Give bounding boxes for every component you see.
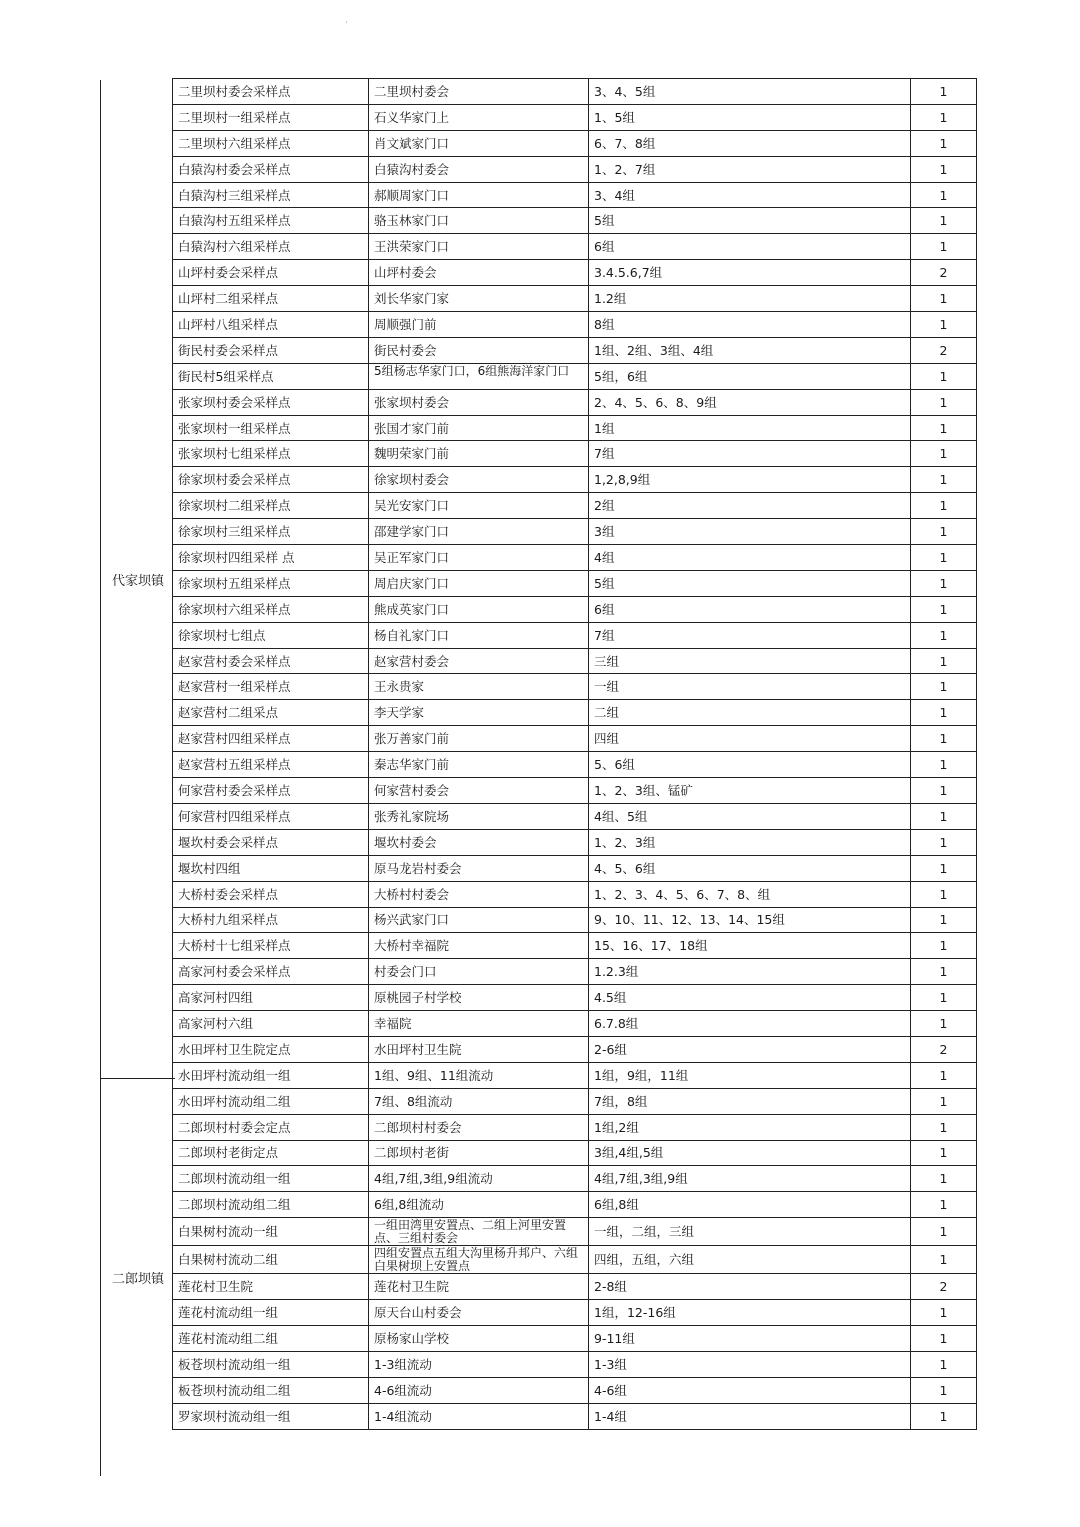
table-row <box>173 337 977 363</box>
table-row <box>173 182 977 208</box>
table-row <box>173 829 977 855</box>
covered-groups: 3、4组 <box>589 182 911 208</box>
sampling-location: 原天台山村委会 <box>369 1300 589 1326</box>
table-row <box>173 1114 977 1140</box>
sampling-location: 4组,7组,3组,9组流动 <box>369 1166 589 1192</box>
covered-groups: 5、6组 <box>589 752 911 778</box>
sampling-point-name: 徐家坝村六组采样点 <box>173 596 369 622</box>
covered-groups: 四组 <box>589 726 911 752</box>
covered-groups: 1、2、3组、锰矿 <box>589 778 911 804</box>
section-town-daijiaba <box>100 80 175 1078</box>
covered-groups: 1-4组 <box>589 1403 911 1429</box>
sampling-location: 1-4组流动 <box>369 1403 589 1429</box>
table-row <box>173 1300 977 1326</box>
covered-groups: 四组，五组，六组 <box>589 1246 911 1274</box>
sampling-location: 邵建学家门口 <box>369 519 589 545</box>
sampling-point-name: 二里坝村一组采样点 <box>173 104 369 130</box>
station-count: 1 <box>911 674 977 700</box>
table-row <box>173 933 977 959</box>
table-row <box>173 286 977 312</box>
station-count: 1 <box>911 389 977 415</box>
station-count: 1 <box>911 1140 977 1166</box>
sampling-location: 张国才家门前 <box>369 415 589 441</box>
sampling-point-name: 张家坝村一组采样点 <box>173 415 369 441</box>
covered-groups: 1-3组 <box>589 1351 911 1377</box>
sampling-point-name: 高家河村委会采样点 <box>173 959 369 985</box>
sampling-point-name: 白果树村流动二组 <box>173 1246 369 1274</box>
sampling-location: 5组杨志华家门口，6组熊海洋家门口 <box>369 363 589 389</box>
sampling-location: 周启庆家门口 <box>369 570 589 596</box>
station-count: 1 <box>911 596 977 622</box>
station-count: 1 <box>911 1011 977 1037</box>
table-row <box>173 1274 977 1300</box>
station-count: 1 <box>911 959 977 985</box>
sampling-point-name: 赵家营村二组采点 <box>173 700 369 726</box>
sampling-location: 原马龙岩村委会 <box>369 855 589 881</box>
sampling-location: 原杨家山学校 <box>369 1325 589 1351</box>
covered-groups: 三组 <box>589 648 911 674</box>
table-row <box>173 648 977 674</box>
sampling-location: 郝顺周家门口 <box>369 182 589 208</box>
covered-groups: 2、4、5、6、8、9组 <box>589 389 911 415</box>
station-count: 1 <box>911 1114 977 1140</box>
table-row <box>173 493 977 519</box>
covered-groups: 6组 <box>589 596 911 622</box>
sampling-location: 6组,8组流动 <box>369 1192 589 1218</box>
sampling-point-name: 张家坝村七组采样点 <box>173 441 369 467</box>
sampling-location: 赵家营村委会 <box>369 648 589 674</box>
sampling-location: 张家坝村委会 <box>369 389 589 415</box>
sampling-point-name: 徐家坝村二组采样点 <box>173 493 369 519</box>
station-count: 1 <box>911 545 977 571</box>
sampling-point-name: 徐家坝村委会采样点 <box>173 467 369 493</box>
station-count: 1 <box>911 985 977 1011</box>
sampling-location: 大桥村村委会 <box>369 881 589 907</box>
sampling-location: 熊成英家门口 <box>369 596 589 622</box>
covered-groups: 6、7、8组 <box>589 130 911 156</box>
station-count: 1 <box>911 1088 977 1114</box>
sampling-location: 二郎坝村村委会 <box>369 1114 589 1140</box>
covered-groups: 3、4、5组 <box>589 79 911 105</box>
covered-groups: 1组，12-16组 <box>589 1300 911 1326</box>
station-count: 1 <box>911 622 977 648</box>
table-row <box>173 907 977 933</box>
table-row <box>173 596 977 622</box>
covered-groups: 2-6组 <box>589 1036 911 1062</box>
station-count: 1 <box>911 700 977 726</box>
station-count: 1 <box>911 570 977 596</box>
table-body <box>173 79 977 1430</box>
covered-groups: 4组、5组 <box>589 803 911 829</box>
section-label: 代家坝镇 <box>111 573 164 589</box>
sampling-point-name: 二郎坝村老街定点 <box>173 1140 369 1166</box>
sampling-point-name: 高家河村四组 <box>173 985 369 1011</box>
station-count: 1 <box>911 829 977 855</box>
covered-groups: 2组 <box>589 493 911 519</box>
station-count: 1 <box>911 803 977 829</box>
sampling-point-name: 水田坪村卫生院定点 <box>173 1036 369 1062</box>
table-row <box>173 622 977 648</box>
covered-groups: 5组 <box>589 208 911 234</box>
sampling-point-name: 板苍坝村流动组二组 <box>173 1377 369 1403</box>
covered-groups: 6组,8组 <box>589 1192 911 1218</box>
sampling-location: 周顺强门前 <box>369 312 589 338</box>
table-row <box>173 1377 977 1403</box>
table-row <box>173 1011 977 1037</box>
station-count: 2 <box>911 1274 977 1300</box>
table-row <box>173 312 977 338</box>
table-row <box>173 1088 977 1114</box>
covered-groups: 8组 <box>589 312 911 338</box>
sampling-point-name: 水田坪村流动组二组 <box>173 1088 369 1114</box>
sampling-location: 堰坎村委会 <box>369 829 589 855</box>
station-count: 1 <box>911 182 977 208</box>
sampling-location: 刘长华家门家 <box>369 286 589 312</box>
station-count: 1 <box>911 519 977 545</box>
table-row <box>173 545 977 571</box>
table-row <box>173 1166 977 1192</box>
covered-groups: 1.2.3组 <box>589 959 911 985</box>
table-row <box>173 700 977 726</box>
station-count: 1 <box>911 79 977 105</box>
covered-groups: 4、5、6组 <box>589 855 911 881</box>
covered-groups: 1组,2组 <box>589 1114 911 1140</box>
sampling-location: 山坪村委会 <box>369 260 589 286</box>
covered-groups: 一组 <box>589 674 911 700</box>
station-count: 1 <box>911 286 977 312</box>
covered-groups: 15、16、17、18组 <box>589 933 911 959</box>
sampling-location: 杨自礼家门口 <box>369 622 589 648</box>
section-town-erlangba <box>100 1078 175 1476</box>
covered-groups: 3组,4组,5组 <box>589 1140 911 1166</box>
sampling-point-name: 堰坎村四组 <box>173 855 369 881</box>
table-row <box>173 1403 977 1429</box>
sampling-point-name: 山坪村委会采样点 <box>173 260 369 286</box>
sampling-location: 水田坪村卫生院 <box>369 1036 589 1062</box>
sampling-point-name: 何家营村委会采样点 <box>173 778 369 804</box>
station-count: 1 <box>911 881 977 907</box>
sampling-point-name: 莲花村流动组二组 <box>173 1325 369 1351</box>
station-count: 1 <box>911 1377 977 1403</box>
station-count: 1 <box>911 752 977 778</box>
covered-groups: 7组 <box>589 622 911 648</box>
table-row <box>173 79 977 105</box>
sampling-location: 白猿沟村委会 <box>369 156 589 182</box>
covered-groups: 1组、2组、3组、4组 <box>589 337 911 363</box>
covered-groups: 5组，6组 <box>589 363 911 389</box>
station-count: 1 <box>911 933 977 959</box>
sampling-point-name: 莲花村流动组一组 <box>173 1300 369 1326</box>
table-row <box>173 441 977 467</box>
station-count: 1 <box>911 441 977 467</box>
station-count: 1 <box>911 1325 977 1351</box>
sampling-location: 1组、9组、11组流动 <box>369 1062 589 1088</box>
covered-groups: 5组 <box>589 570 911 596</box>
scan-speck: · <box>345 18 348 28</box>
table-row <box>173 363 977 389</box>
table-row <box>173 467 977 493</box>
table-row <box>173 570 977 596</box>
station-count: 1 <box>911 467 977 493</box>
sampling-point-name: 白猿沟村五组采样点 <box>173 208 369 234</box>
sampling-point-name: 二郎坝村流动组一组 <box>173 1166 369 1192</box>
covered-groups: 4.5组 <box>589 985 911 1011</box>
station-count: 1 <box>911 778 977 804</box>
sampling-location: 莲花村卫生院 <box>369 1274 589 1300</box>
sampling-location: 村委会门口 <box>369 959 589 985</box>
station-count: 1 <box>911 1246 977 1274</box>
table-row <box>173 104 977 130</box>
table-row <box>173 752 977 778</box>
sampling-point-name: 张家坝村委会采样点 <box>173 389 369 415</box>
sampling-point-name: 街民村5组采样点 <box>173 363 369 389</box>
covered-groups: 1、2、7组 <box>589 156 911 182</box>
covered-groups: 4组 <box>589 545 911 571</box>
sampling-location: 王永贵家 <box>369 674 589 700</box>
sampling-point-name: 板苍坝村流动组一组 <box>173 1351 369 1377</box>
covered-groups: 9、10、11、12、13、14、15组 <box>589 907 911 933</box>
covered-groups: 4-6组 <box>589 1377 911 1403</box>
table-row <box>173 1192 977 1218</box>
sampling-point-name: 赵家营村四组采样点 <box>173 726 369 752</box>
sampling-point-name: 徐家坝村四组采样 点 <box>173 545 369 571</box>
sampling-point-name: 白猿沟村三组采样点 <box>173 182 369 208</box>
sampling-location: 吴光安家门口 <box>369 493 589 519</box>
station-count: 1 <box>911 1403 977 1429</box>
sampling-location: 肖文斌家门口 <box>369 130 589 156</box>
table-row <box>173 985 977 1011</box>
table-row <box>173 1218 977 1246</box>
table-row <box>173 674 977 700</box>
sampling-location: 杨兴武家门口 <box>369 907 589 933</box>
sampling-location: 大桥村幸福院 <box>369 933 589 959</box>
station-count: 1 <box>911 1062 977 1088</box>
sampling-point-name: 大桥村十七组采样点 <box>173 933 369 959</box>
station-count: 1 <box>911 363 977 389</box>
table-row <box>173 881 977 907</box>
sampling-point-name: 何家营村四组采样点 <box>173 803 369 829</box>
table-row <box>173 130 977 156</box>
station-count: 1 <box>911 855 977 881</box>
station-count: 1 <box>911 1166 977 1192</box>
covered-groups: 1组 <box>589 415 911 441</box>
covered-groups: 1、2、3组 <box>589 829 911 855</box>
covered-groups: 一组，二组，三组 <box>589 1218 911 1246</box>
sampling-location: 幸福院 <box>369 1011 589 1037</box>
table-row <box>173 855 977 881</box>
sampling-point-name: 赵家营村五组采样点 <box>173 752 369 778</box>
station-count: 1 <box>911 312 977 338</box>
station-count: 1 <box>911 493 977 519</box>
station-count: 2 <box>911 337 977 363</box>
sampling-point-name: 高家河村六组 <box>173 1011 369 1037</box>
sampling-location: 原桃园子村学校 <box>369 985 589 1011</box>
sampling-location: 何家营村委会 <box>369 778 589 804</box>
covered-groups: 二组 <box>589 700 911 726</box>
table-row <box>173 415 977 441</box>
covered-groups: 9-11组 <box>589 1325 911 1351</box>
covered-groups: 1、2、3、4、5、6、7、8、组 <box>589 881 911 907</box>
section-label: 二郎坝镇 <box>111 1272 164 1287</box>
table-row <box>173 1036 977 1062</box>
sampling-location: 7组、8组流动 <box>369 1088 589 1114</box>
covered-groups: 7组 <box>589 441 911 467</box>
covered-groups: 6组 <box>589 234 911 260</box>
table-row <box>173 778 977 804</box>
sampling-point-name: 二郎坝村流动组二组 <box>173 1192 369 1218</box>
covered-groups: 3组 <box>589 519 911 545</box>
sampling-point-name: 大桥村委会采样点 <box>173 881 369 907</box>
station-count: 1 <box>911 1192 977 1218</box>
sampling-location: 二里坝村委会 <box>369 79 589 105</box>
table-row <box>173 208 977 234</box>
sampling-point-name: 水田坪村流动组一组 <box>173 1062 369 1088</box>
covered-groups: 6.7.8组 <box>589 1011 911 1037</box>
sampling-location: 4-6组流动 <box>369 1377 589 1403</box>
sampling-point-name: 山坪村八组采样点 <box>173 312 369 338</box>
sampling-point-name: 山坪村二组采样点 <box>173 286 369 312</box>
covered-groups: 7组，8组 <box>589 1088 911 1114</box>
covered-groups: 4组,7组,3组,9组 <box>589 1166 911 1192</box>
table-row <box>173 1246 977 1274</box>
table-row <box>173 1140 977 1166</box>
station-count: 1 <box>911 648 977 674</box>
sampling-point-name: 街民村委会采样点 <box>173 337 369 363</box>
table-row <box>173 156 977 182</box>
sampling-point-name: 二里坝村六组采样点 <box>173 130 369 156</box>
sampling-point-name: 二里坝村委会采样点 <box>173 79 369 105</box>
station-count: 1 <box>911 415 977 441</box>
sampling-point-name: 赵家营村一组采样点 <box>173 674 369 700</box>
sampling-location: 张万善家门前 <box>369 726 589 752</box>
station-count: 1 <box>911 1218 977 1246</box>
sampling-location: 秦志华家门前 <box>369 752 589 778</box>
sampling-point-name: 徐家坝村三组采样点 <box>173 519 369 545</box>
covered-groups: 2-8组 <box>589 1274 911 1300</box>
covered-groups: 1.2组 <box>589 286 911 312</box>
station-count: 1 <box>911 907 977 933</box>
table-row <box>173 260 977 286</box>
sampling-location: 吴正军家门口 <box>369 545 589 571</box>
table-row <box>173 234 977 260</box>
table-row <box>173 959 977 985</box>
sampling-location: 李天学家 <box>369 700 589 726</box>
sampling-point-name: 罗家坝村流动组一组 <box>173 1403 369 1429</box>
station-count: 1 <box>911 130 977 156</box>
sampling-location: 骆玉林家门口 <box>369 208 589 234</box>
sampling-point-name: 徐家坝村七组点 <box>173 622 369 648</box>
sampling-point-name: 白猿沟村委会采样点 <box>173 156 369 182</box>
station-count: 1 <box>911 1300 977 1326</box>
sampling-location: 魏明荣家门前 <box>369 441 589 467</box>
covered-groups: 1,2,8,9组 <box>589 467 911 493</box>
table-row <box>173 1062 977 1088</box>
station-count: 1 <box>911 726 977 752</box>
covered-groups: 1组，9组，11组 <box>589 1062 911 1088</box>
sampling-point-name: 白猿沟村六组采样点 <box>173 234 369 260</box>
sampling-point-name: 白果树村流动一组 <box>173 1218 369 1246</box>
station-count: 1 <box>911 104 977 130</box>
sampling-point-name: 大桥村九组采样点 <box>173 907 369 933</box>
sampling-location: 四组安置点五组大沟里杨升邦户、六组白果树坝上安置点 <box>369 1246 589 1274</box>
station-count: 1 <box>911 208 977 234</box>
table-row <box>173 726 977 752</box>
sampling-point-name: 二郎坝村村委会定点 <box>173 1114 369 1140</box>
sampling-location: 石义华家门上 <box>369 104 589 130</box>
sampling-location: 1-3组流动 <box>369 1351 589 1377</box>
station-count: 2 <box>911 1036 977 1062</box>
sampling-location: 徐家坝村委会 <box>369 467 589 493</box>
station-count: 2 <box>911 260 977 286</box>
sampling-location: 王洪荣家门口 <box>369 234 589 260</box>
sampling-point-name: 堰坎村委会采样点 <box>173 829 369 855</box>
covered-groups: 3.4.5.6,7组 <box>589 260 911 286</box>
table-row <box>173 1325 977 1351</box>
sampling-point-name: 莲花村卫生院 <box>173 1274 369 1300</box>
table-row <box>173 1351 977 1377</box>
station-count: 1 <box>911 1351 977 1377</box>
sampling-location: 张秀礼家院场 <box>369 803 589 829</box>
table-row <box>173 803 977 829</box>
station-count: 1 <box>911 234 977 260</box>
sampling-location: 街民村委会 <box>369 337 589 363</box>
station-count: 1 <box>911 156 977 182</box>
sampling-point-name: 徐家坝村五组采样点 <box>173 570 369 596</box>
table-row <box>173 519 977 545</box>
sampling-point-table <box>172 78 977 1430</box>
sampling-point-name: 赵家营村委会采样点 <box>173 648 369 674</box>
sampling-location: 二郎坝村老街 <box>369 1140 589 1166</box>
covered-groups: 1、5组 <box>589 104 911 130</box>
table-row <box>173 389 977 415</box>
sampling-location: 一组田湾里安置点、二组上河里安置点、三组村委会 <box>369 1218 589 1246</box>
